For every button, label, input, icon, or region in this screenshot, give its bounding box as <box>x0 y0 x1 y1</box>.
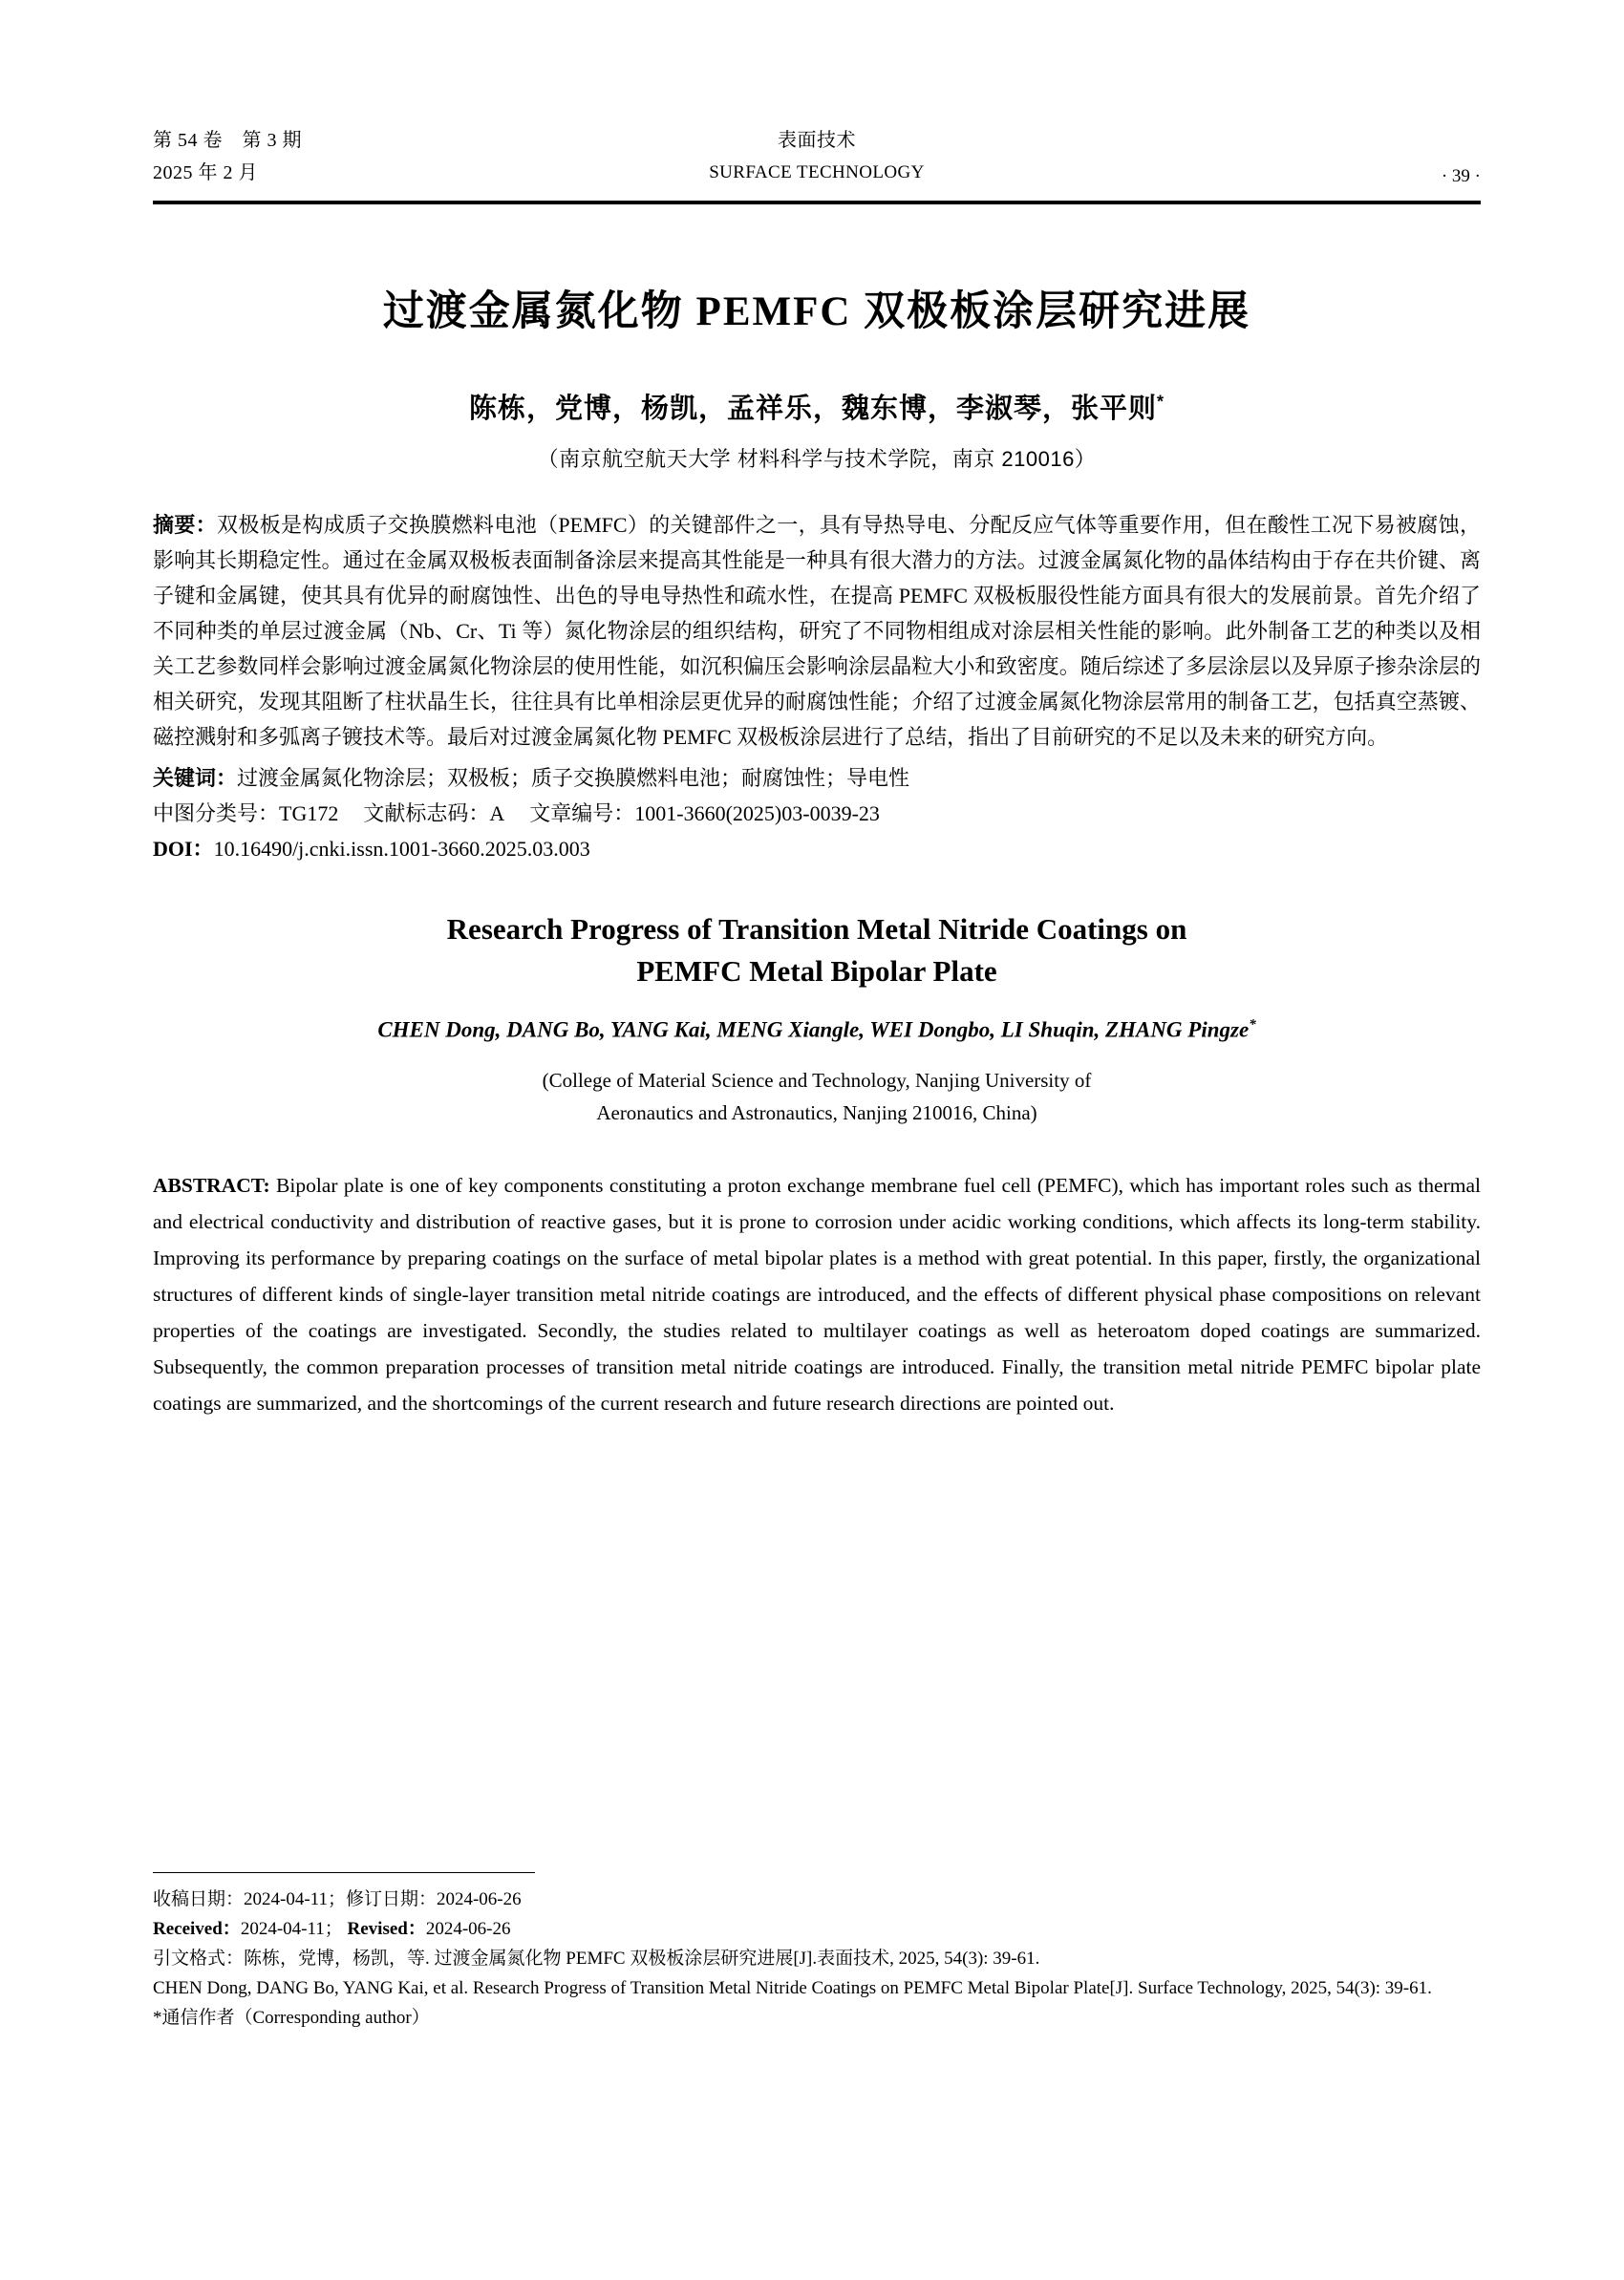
page-title-en-line1: Research Progress of Transition Metal Nitride Coatings on <box>446 912 1187 946</box>
affiliation-en-line1: (College of Material Science and Technology, Nanjing University of <box>542 1068 1092 1092</box>
page-title-cn: 过渡金属氮化物 PEMFC 双极板涂层研究进展 <box>382 289 1251 334</box>
authors-en-names: CHEN Dong, DANG Bo, YANG Kai, MENG Xiangle, WEI Dongbo, LI Shuqin, ZHANG Pingze <box>377 1017 1250 1042</box>
abstract-cn-paragraph <box>153 507 1481 755</box>
page-number: · 39 · <box>1441 166 1481 186</box>
header-divider <box>153 201 1481 204</box>
doc-code-value: A <box>489 801 505 825</box>
keywords-cn-text: 过渡金属氮化物涂层；双极板；质子交换膜燃料电池；耐腐蚀性；导电性 <box>237 766 910 790</box>
running-head-center <box>153 124 1481 189</box>
received-value: 2024-04-11； <box>240 1919 343 1939</box>
abstract-en <box>153 1167 1481 1421</box>
running-head <box>153 124 1481 199</box>
journal-name-cn: 表面技术 <box>778 130 856 151</box>
authors-cn-names: 陈栋，党博，杨凯，孟祥乐，魏东博，李淑琴，张平则 <box>468 394 1157 424</box>
received-label: Received： <box>153 1919 241 1939</box>
abstract-en-text: Bipolar plate is one of key components constituting a proton exchange membrane fuel cell (PEMFC), which has important roles such as thermal and electrical conductivity and distribution of reactive gases, but it is prone to corrosion under acidic working conditions, which affects its long-term stability. Improving its performance by preparing coatings on the surface of metal bipolar plates is a method with great potential. In this paper, firstly, the organizational structures of different kinds of single-layer transition metal nitride coatings are introduced, and the effects of different physical phase compositions on relevant properties of the coatings are investigated. Secondly, the studies related to multilayer coatings as well as heteroatom doped coatings are summarized. Subsequently, the common preparation processes of transition metal nitride coatings are introduced. Finally, the transition metal nitride PEMFC bipolar plate coatings are summarized, and the shortcomings of the current research and future research directions are pointed out. <box>153 1173 1481 1415</box>
classification-line <box>153 796 1481 831</box>
volume-issue: 第 54 卷 第 3 期 <box>153 130 302 151</box>
doc-code-label: 文献标志码： <box>363 801 490 825</box>
affiliation-en <box>153 1064 1481 1129</box>
authors-en <box>153 1017 1481 1043</box>
citation-cn-label: 引文格式： <box>153 1949 245 1969</box>
journal-name-en: SURFACE TECHNOLOGY <box>709 162 925 182</box>
keywords-cn-label: 关键词： <box>153 766 238 790</box>
doi-value: 10.16490/j.cnki.issn.1001-3660.2025.03.003 <box>213 837 590 861</box>
received-date-cn: 收稿日期：2024-04-11；修订日期：2024-06-26 <box>153 1889 522 1909</box>
clc-label: 中图分类号： <box>153 801 280 825</box>
citation-cn-text: 陈栋，党博，杨凯，等. 过渡金属氮化物 PEMFC 双极板涂层研究进展[J].表面技术, 2025, 54(3): 39-61. <box>244 1949 1040 1969</box>
page-title-en <box>153 908 1481 992</box>
page-content <box>153 124 1481 1421</box>
footnote-divider <box>153 1872 535 1873</box>
authors-cn <box>153 387 1481 426</box>
affiliation-en-line2: Aeronautics and Astronautics, Nanjing 210016, China) <box>596 1100 1037 1124</box>
corresponding-marker-cn: * <box>1157 392 1165 412</box>
keywords-cn <box>153 760 1481 796</box>
corresponding-marker-en: * <box>1249 1017 1256 1033</box>
doi-line <box>153 831 1481 866</box>
revised-label: Revised： <box>347 1919 426 1939</box>
article-id-label: 文章编号： <box>529 801 635 825</box>
footnote-block <box>153 1872 1481 2033</box>
citation-en: CHEN Dong, DANG Bo, YANG Kai, et al. Research Progress of Transition Metal Nitride Coatings on PEMFC Metal Bipolar Plate[J]. Surface Technology, 2025, 54(3): 39-61. <box>153 1978 1432 1998</box>
abstract-cn <box>153 507 1481 755</box>
corresponding-author-note: *通信作者（Corresponding author） <box>153 2008 430 2028</box>
abstract-cn-label: 摘要： <box>153 513 218 537</box>
affiliation-cn: （南京航空航天大学 材料科学与技术学院，南京 210016） <box>537 447 1097 471</box>
issue-date: 2025 年 2 月 <box>153 162 258 183</box>
doi-label: DOI： <box>153 837 214 861</box>
abstract-en-label: ABSTRACT: <box>153 1173 270 1197</box>
footnote-content <box>153 1885 1481 2033</box>
received-date-en <box>153 1914 1481 1944</box>
citation-cn <box>153 1944 1481 1973</box>
revised-value: 2024-06-26 <box>425 1919 511 1939</box>
abstract-cn-text: 双极板是构成质子交换膜燃料电池（PEMFC）的关键部件之一，具有导热导电、分配反应气体等重要作用，但在酸性工况下易被腐蚀，影响其长期稳定性。通过在金属双极板表面制备涂层来提高其性能是一种具有很大潜力的方法。过渡金属氮化物的晶体结构由于存在共价键、离子键和金属键，使其具有优异的耐腐蚀性、出色的导电导热性和疏水性，在提高 PEMFC 双极板服役性能方面具有很大的发展前景。首先介绍了不同种类的单层过渡金属（Nb、Cr、Ti 等）氮化物涂层的组织结构，研究了不同物相组成对涂层相关性能的影响。此外制备工艺的种类以及相关工艺参数同样会影响过渡金属氮化物涂层的使用性能，如沉积偏压会影响涂层晶粒大小和致密度。随后综述了多层涂层以及异原子掺杂涂层的相关研究，发现其阻断了柱状晶生长，往往具有比单相涂层更优异的耐腐蚀性能；介绍了过渡金属氮化物涂层常用的制备工艺，包括真空蒸镀、磁控溅射和多弧离子镀技术等。最后对过渡金属氮化物 PEMFC 双极板涂层进行了总结，指出了目前研究的不足以及未来的研究方向。 <box>153 513 1481 749</box>
clc-value: TG172 <box>279 801 339 825</box>
article-id-value: 1001-3660(2025)03-0039-23 <box>634 801 880 825</box>
page-title-en-line2: PEMFC Metal Bipolar Plate <box>636 954 997 988</box>
